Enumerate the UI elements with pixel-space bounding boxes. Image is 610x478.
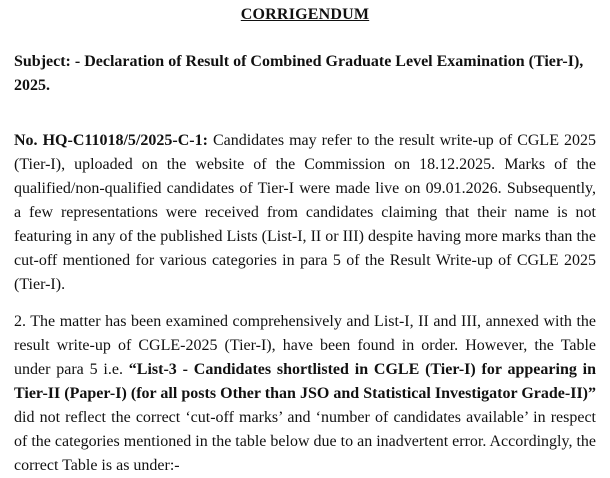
paragraph-2-text-after: did not reflect the correct ‘cut-off marks’ and ‘number of candidates available’ in respect of the categories mentioned in the table below due to an inadvertent error. Accordingly, the correct Table is as under:-: [14, 409, 596, 474]
document-heading: CORRIGENDUM: [240, 6, 370, 23]
reference-number: No. HQ-C11018/5/2025-C-1:: [14, 132, 208, 149]
paragraph-1-text: Candidates may refer to the result write-up of CGLE 2025 (Tier-I), uploaded on the website of the Commission on 18.12.2025. Marks of the qualified/non-qualified candidates of Tier-I were made live on 09.01.2026. Subsequently, a few representations were received from candidates claiming that their name is not featuring in any of the published Lists (List-I, II or III) despite having more marks than the cut-off mentioned for various categories in para 5 of the Result Write-up of CGLE 2025 (Tier-I).: [14, 132, 597, 293]
paragraph-2: [14, 310, 596, 478]
paragraph-2-text-before: The matter has been examined comprehensively and List-I, II and III, annexed with the result write-up of CGLE-2025 (Tier-I), have been found in order. However, the Table under para 5 i.e.: [14, 313, 596, 378]
document-subject: Subject: - Declaration of Result of Combined Graduate Level Examination (Tier-I), 2025.: [14, 53, 584, 94]
paragraph-2-number: 2.: [14, 313, 26, 330]
paragraph-2-emphasis: “List-3 - Candidates shortlisted in CGLE (Tier-I) for appearing in Tier-II (Paper-I) (for all posts Other than JSO and Statistical Investigator Grade-II)”: [14, 361, 597, 402]
paragraph-1: [14, 129, 596, 297]
document-page: [14, 0, 596, 478]
